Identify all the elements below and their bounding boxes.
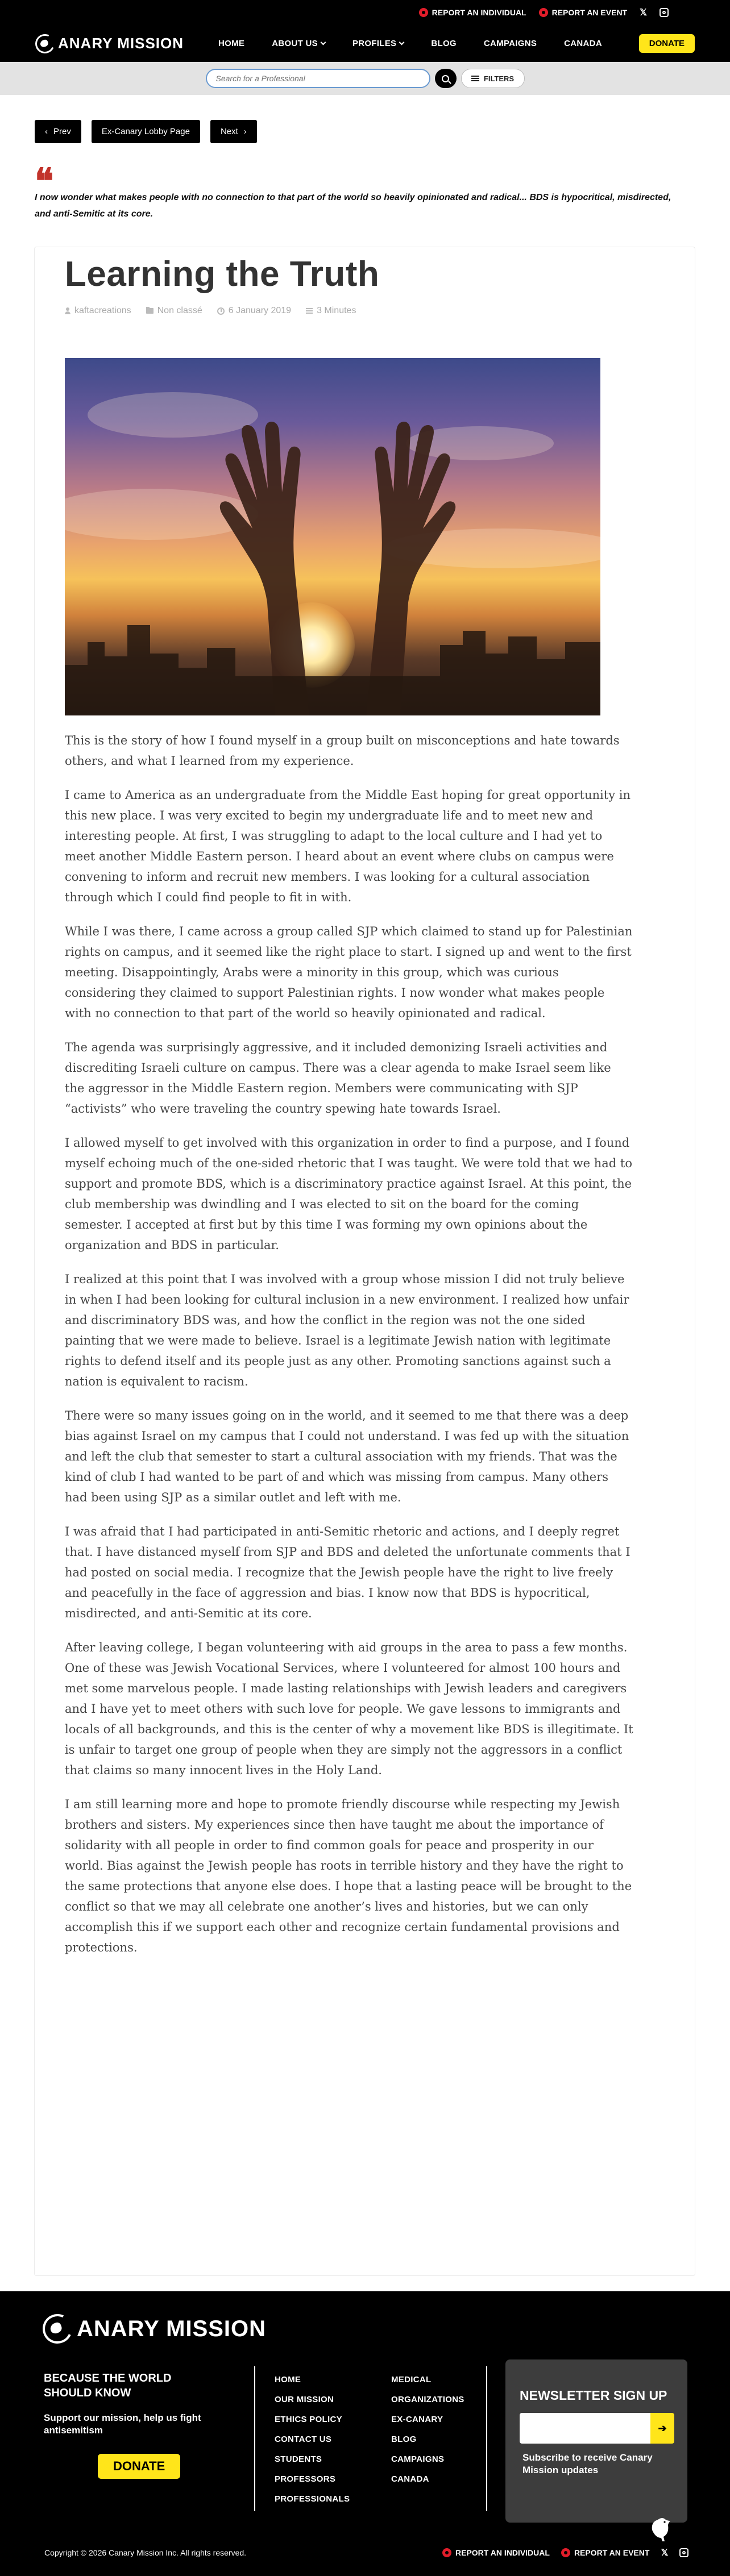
article-body (65, 730, 633, 1971)
filters-label: FILTERS (483, 74, 515, 83)
flame-icon (561, 2548, 570, 2557)
footer-link-ex-canary[interactable]: EX-CANARY (391, 2415, 443, 2424)
footer-link-home[interactable]: HOME (275, 2375, 301, 2384)
x-icon[interactable]: 𝕏 (661, 2548, 669, 2558)
report-event-label: REPORT AN EVENT (551, 8, 628, 17)
next-button[interactable] (210, 120, 257, 143)
nav-item-about-us[interactable] (272, 39, 325, 48)
footer-report-individual-link[interactable] (442, 2548, 550, 2557)
footer-report-event-label: REPORT AN EVENT (574, 2548, 650, 2557)
canary-bird-icon (648, 2514, 674, 2542)
article-paragraph: I realized at this point that I was involved with a group whose mission I did not truly believe in when I had been looking for cultural inclusion in a new environment. I realized how unfair and discriminatory BDS was, and how the conflict in the region was not the one sided painting that we were made to believe. Israel is a legitimate Jewish nation with legitimate rights to defend itself and its people just as any other. Promoting sanctions against such a nation is equivalent to racism. (65, 1272, 629, 1388)
newsletter-email-input[interactable] (520, 2413, 650, 2444)
canary-logo-icon (39, 2310, 77, 2348)
quote-icon: ❝ (35, 160, 54, 202)
footer-link-blog[interactable]: BLOG (391, 2434, 417, 2444)
arrow-right-icon: ➔ (658, 2422, 667, 2434)
footer-support-text: Support our mission, help us fight antisemitism (44, 2412, 201, 2436)
nav-item-campaigns[interactable]: CAMPAIGNS (483, 39, 537, 48)
nav-item-blog[interactable]: BLOG (431, 39, 457, 48)
ex-canary-lobby-button[interactable]: Ex-Canary Lobby Page (92, 120, 200, 143)
chevron-left-icon: ‹ (45, 127, 48, 136)
main-navigation (0, 25, 730, 62)
filters-button[interactable] (461, 69, 525, 88)
footer-link-contact-us[interactable]: CONTACT US (275, 2434, 332, 2444)
footer-link-professors[interactable]: PROFESSORS (275, 2474, 336, 2484)
user-icon (65, 307, 70, 314)
report-event-link[interactable] (539, 8, 628, 17)
nav-item-canada[interactable]: CANADA (564, 39, 602, 48)
article-paragraph: This is the story of how I found myself in a group built on misconceptions and hate towards others, and what I learned from my experience. (65, 734, 620, 768)
footer-link-students[interactable]: STUDENTS (275, 2454, 322, 2464)
meta-date (217, 306, 291, 316)
footer-link-medical[interactable]: MEDICAL (391, 2375, 432, 2384)
chevron-right-icon: › (243, 127, 247, 136)
read-time: 3 Minutes (317, 306, 356, 315)
footer-logo-text: ANARY MISSION (77, 2316, 267, 2341)
nav-item-home[interactable]: HOME (218, 39, 245, 48)
flame-icon (442, 2548, 451, 2557)
x-icon[interactable]: 𝕏 (640, 8, 647, 18)
flame-icon (539, 8, 548, 17)
footer-logo[interactable] (43, 2314, 266, 2344)
instagram-icon[interactable] (660, 8, 669, 17)
report-individual-label: REPORT AN INDIVIDUAL (432, 8, 526, 17)
meta-author[interactable] (65, 306, 131, 316)
article-paragraph: There were so many issues going on in the world, and it seemed to me that there was a deep bias against Israel on my campus that I could not understand. I was fed up with the situation and left the club that semester to start a cultural association with my friends. That was the kind of club I had wanted to be part of and which was missing from campus. Many others had been using SJP as a similar outlet and left with me. (65, 1409, 629, 1504)
footer-link-ethics-policy[interactable]: ETHICS POLICY (275, 2415, 342, 2424)
site-footer (0, 2291, 730, 2576)
article-paragraph: I am still learning more and hope to promote friendly discourse while respecting my Jewish brothers and sisters. My experiences since then have taught me about the importance of solidarity with all people in order to find common goals for peace and prosperity in our world. Bias against the Jewish people has roots in terrible history and they have the right to the same protections that anyone else does. I hope that a lasting peace will be brought to the conflict so that we may all celebrate one another’s lives and histories, but we can only accomplish this if we support each other and recognize certain fundamental provisions and protections. (65, 1797, 632, 1954)
newsletter-submit-button[interactable] (650, 2413, 674, 2444)
footer-report-event-link[interactable] (561, 2548, 650, 2557)
footer-link-our-mission[interactable]: OUR MISSION (275, 2395, 334, 2404)
instagram-icon[interactable] (679, 2548, 688, 2557)
author-name: kaftacreations (74, 306, 131, 315)
post-pager (35, 120, 257, 143)
donate-button[interactable]: DONATE (639, 34, 695, 53)
category-name: Non classé (157, 306, 202, 315)
copyright-text: Copyright © 2026 Canary Mission Inc. All rights reserved. (44, 2548, 247, 2557)
footer-divider (254, 2366, 255, 2511)
article-paragraph: I was afraid that I had participated in anti-Semitic rhetoric and actions, and I deeply regret that. I have distanced myself from SJP and BDS and deleted the unfortunate comments that I had posted on social media. I recognize that the Jewish people have the right to live freely and peacefully in the face of aggression and bias. I know now that BDS is hypocritical, misdirected, and anti-Semitic at its core. (65, 1525, 631, 1620)
hero-image (65, 358, 600, 715)
search-bar (0, 62, 730, 95)
chevron-down-icon (399, 40, 405, 45)
newsletter-description: Subscribe to receive Canary Mission updates (522, 2452, 653, 2475)
footer-report-links (442, 2547, 688, 2558)
filter-icon (471, 76, 479, 81)
footer-links-col-2 (391, 2370, 464, 2489)
reading-time-icon (306, 308, 313, 314)
prev-label: Prev (53, 127, 71, 136)
search-icon (442, 75, 449, 82)
clock-icon (217, 307, 225, 315)
report-individual-link[interactable] (419, 8, 526, 17)
top-utility-bar (0, 0, 730, 25)
meta-read-time (306, 306, 356, 316)
article-paragraph: The agenda was surprisingly aggressive, and it included demonizing Israeli activities and discrediting Israeli culture on campus. There was a clear agenda to make Israel seem like the aggressor in the Middle Eastern region. Members were communicating with SJP “activists” who were traveling the country spewing hate towards Israel. (65, 1041, 611, 1116)
raised-hands-illustration (65, 358, 600, 715)
footer-link-campaigns[interactable]: CAMPAIGNS (391, 2454, 445, 2464)
nav-item-about-us-label: ABOUT US (272, 39, 318, 48)
nav-item-profiles-label: PROFILES (352, 39, 397, 48)
article-paragraph: I allowed myself to get involved with this organization in order to find a purpose, and I found myself echoing much of the one-sided rhetoric that I was taught. We were told that we had to support and promote BDS, which is a discriminatory practice against Israel. At this point, the club membership was dwindling and I was elected to sit on the board for the coming semester. I accepted at first but by this time I was forming my own opinions about the organization and BDS in particular. (65, 1136, 632, 1252)
newsletter-box (505, 2359, 687, 2523)
footer-divider (486, 2366, 487, 2511)
footer-report-individual-label: REPORT AN INDIVIDUAL (455, 2548, 550, 2557)
site-logo[interactable] (35, 34, 206, 53)
nav-item-profiles[interactable] (352, 39, 404, 48)
site-logo-text: ANARY MISSION (58, 35, 184, 52)
meta-category[interactable] (146, 306, 202, 316)
article-paragraph: I came to America as an undergraduate from the Middle East hoping for great opportunity in this new place. I was very excited to begin my undergraduate life and to meet new and interesting people. At first, I was struggling to adapt to the local culture and I had yet to meet another Middle Eastern person. I heard about an event where clubs on campus were convening to inform and recruit new members. I was looking for a cultural association through which I could find people to fit in with. (65, 788, 631, 904)
next-label: Next (220, 127, 238, 136)
footer-tagline: BECAUSE THE WORLD SHOULD KNOW (44, 2372, 172, 2399)
article-meta (65, 306, 356, 316)
flame-icon (419, 8, 428, 17)
pull-quote: I now wonder what makes people with no connection to that part of the world so heavily opinionated and radical... BDS is hypocritical, misdirected, and anti-Semitic at its core. (35, 193, 671, 219)
footer-link-organizations[interactable]: ORGANIZATIONS (391, 2395, 464, 2404)
footer-donate-button[interactable]: DONATE (98, 2454, 180, 2479)
canary-logo-icon (32, 31, 57, 56)
folder-icon (146, 308, 154, 314)
publish-date: 6 January 2019 (228, 306, 292, 315)
footer-link-professionals[interactable]: PROFESSIONALS (275, 2494, 350, 2504)
article-paragraph: After leaving college, I began volunteering with aid groups in the area to pass a few months. One of these was Jewish Vocational Services, where I volunteered for almost 100 hours and met some marvelous people. I made lasting relationships with Jewish leaders and caregivers and I have yet to meet others with such love for people. We gave lessons to immigrants and locals of all backgrounds, and this is the center of why a movement like BDS is illegitimate. It is unfair to target one group of people when they are simply not the aggressors in a conflict that claims so many innocent lives in the Holy Land. (65, 1641, 633, 1777)
chevron-down-icon (320, 40, 326, 45)
search-input[interactable] (206, 69, 430, 88)
search-button[interactable] (435, 69, 457, 88)
newsletter-title: NEWSLETTER SIGN UP (520, 2388, 667, 2403)
prev-button[interactable] (35, 120, 81, 143)
footer-link-canada[interactable]: CANADA (391, 2474, 429, 2484)
article-paragraph: While I was there, I came across a group called SJP which claimed to stand up for Palestinian rights on campus, and it seemed like the right place to start. I signed up and went to the first meeting. Disappointingly, Arabs were a minority in this group, which was curious considering they claimed to support Palestinian rights. I now wonder what makes people with no connection to that part of the world so heavily opinionated and radical. (65, 925, 633, 1020)
footer-links-col-1 (275, 2370, 350, 2509)
article-title: Learning the Truth (65, 255, 380, 294)
